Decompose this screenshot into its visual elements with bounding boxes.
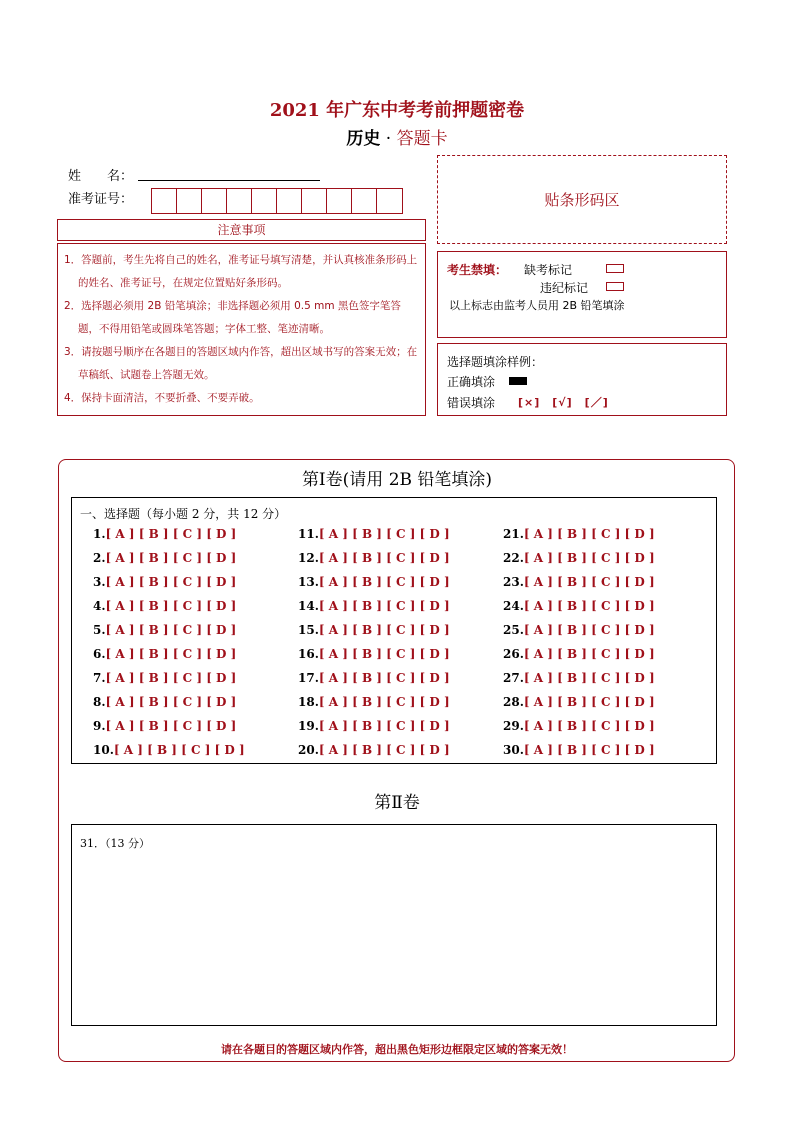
sample-title: 选择题填涂样例： [447, 355, 544, 369]
violation-label: 违纪标记 [540, 281, 589, 295]
id-digit-box[interactable] [202, 189, 227, 213]
question-row[interactable] [503, 695, 655, 709]
question-row[interactable] [93, 647, 236, 661]
question-number: 14. [298, 599, 319, 613]
answer-options[interactable]: [ A ] [ B ] [ C ] [ D ] [318, 551, 450, 565]
question-number: 21. [503, 527, 524, 541]
wrong-fill-examples: [×] [√] [／] [518, 396, 609, 409]
answer-options[interactable]: [ A ] [ B ] [ C ] [ D ] [523, 575, 655, 589]
question-row[interactable] [298, 623, 450, 637]
question-number: 9. [93, 719, 106, 733]
id-digit-box[interactable] [252, 189, 277, 213]
choice-heading: 一、选择题（每小题 2 分，共 12 分） [80, 507, 287, 521]
question-number: 11. [298, 527, 319, 541]
answer-options[interactable]: [ A ] [ B ] [ C ] [ D ] [318, 623, 450, 637]
question-number: 17. [298, 671, 319, 685]
question-number: 23. [503, 575, 524, 589]
question-row[interactable] [503, 551, 655, 565]
question-number: 22. [503, 551, 524, 565]
subject-label: 历史 [346, 129, 381, 149]
id-digit-box[interactable] [352, 189, 377, 213]
answer-options[interactable]: [ A ] [ B ] [ C ] [ D ] [523, 719, 655, 733]
question-row[interactable] [298, 551, 450, 565]
section1-title: 第Ⅰ卷(请用 2B 铅笔填涂) [301, 470, 493, 490]
notice-item: 1．答题前，考生先将自己的姓名，准考证号填写清楚，并认真核准条形码上的姓名、准考证号，在规定位置贴好条形码。 [64, 254, 418, 289]
answer-options[interactable]: [ A ] [ B ] [ C ] [ D ] [105, 695, 237, 709]
essay-answer-area[interactable] [71, 824, 717, 1026]
question-row[interactable] [503, 575, 655, 589]
answer-options[interactable]: [ A ] [ B ] [ C ] [ D ] [523, 599, 655, 613]
name-field[interactable] [138, 180, 320, 181]
question-number: 13. [298, 575, 319, 589]
answer-options[interactable]: [ A ] [ B ] [ C ] [ D ] [523, 743, 655, 757]
absent-mark-box [606, 264, 624, 273]
question-row[interactable] [298, 647, 450, 661]
id-digit-box[interactable] [227, 189, 252, 213]
answer-options[interactable]: [ A ] [ B ] [ C ] [ D ] [523, 623, 655, 637]
question-number: 3. [93, 575, 106, 589]
answer-options[interactable]: [ A ] [ B ] [ C ] [ D ] [105, 671, 237, 685]
forbidden-note: 以上标志由监考人员用 2B 铅笔填涂 [449, 299, 625, 312]
id-digit-box[interactable] [302, 189, 327, 213]
answer-options[interactable]: [ A ] [ B ] [ C ] [ D ] [318, 743, 450, 757]
question-number: 10. [93, 743, 114, 757]
answer-options[interactable]: [ A ] [ B ] [ C ] [ D ] [318, 647, 450, 661]
question-row[interactable] [503, 743, 655, 757]
answer-options[interactable]: [ A ] [ B ] [ C ] [ D ] [105, 647, 237, 661]
answer-options[interactable]: [ A ] [ B ] [ C ] [ D ] [113, 743, 245, 757]
question-row[interactable] [93, 719, 236, 733]
absent-label: 缺考标记 [524, 263, 573, 277]
question-row[interactable] [93, 671, 236, 685]
notice-item: 2．选择题必须用 2B 铅笔填涂；非选择题必须用 0.5 mm 黑色签字笔答题，不得用铅笔或圆珠笔答题；字体工整、笔迹清晰。 [64, 300, 401, 335]
question-row[interactable] [298, 743, 450, 757]
barcode-area [437, 155, 727, 244]
question-row[interactable] [93, 575, 236, 589]
barcode-label: 贴条形码区 [544, 191, 620, 209]
question-number: 2. [93, 551, 106, 565]
page-subtitle [0, 124, 794, 149]
correct-fill-label: 正确填涂 [447, 375, 496, 389]
notice-item: 4．保持卡面清洁，不要折叠、不要弄破。 [64, 392, 260, 404]
answer-options[interactable]: [ A ] [ B ] [ C ] [ D ] [105, 575, 237, 589]
id-digit-box[interactable] [377, 189, 402, 213]
notice-heading: 注意事项 [57, 219, 426, 241]
question-number: 20. [298, 743, 319, 757]
answer-options[interactable]: [ A ] [ B ] [ C ] [ D ] [523, 671, 655, 685]
question-number: 4. [93, 599, 106, 613]
question-number: 12. [298, 551, 319, 565]
question-number: 15. [298, 623, 319, 637]
question-row[interactable] [93, 527, 236, 541]
answer-options[interactable]: [ A ] [ B ] [ C ] [ D ] [318, 575, 450, 589]
answer-options[interactable]: [ A ] [ B ] [ C ] [ D ] [105, 623, 237, 637]
question-row[interactable] [93, 623, 236, 637]
answer-options[interactable]: [ A ] [ B ] [ C ] [ D ] [105, 599, 237, 613]
fill-sample-box [437, 343, 727, 416]
question-row[interactable] [503, 527, 655, 541]
question-row[interactable] [298, 695, 450, 709]
question-31-label: 31．（13 分） [80, 837, 150, 850]
footer-warning: 请在各题目的答题区域内作答，超出黑色矩形边框限定区域的答案无效！ [221, 1043, 573, 1056]
notice-body [57, 243, 426, 416]
question-number: 18. [298, 695, 319, 709]
question-number: 24. [503, 599, 524, 613]
id-digit-box[interactable] [277, 189, 302, 213]
question-row[interactable] [298, 527, 450, 541]
notice-item: 3．请按题号顺序在各题目的答题区域内作答，超出区域书写的答案无效；在草稿纸、试题卷上答题无效。 [64, 346, 418, 381]
question-row[interactable] [503, 719, 655, 733]
question-row[interactable] [298, 719, 450, 733]
question-row[interactable] [503, 599, 655, 613]
question-number: 19. [298, 719, 319, 733]
question-row[interactable] [503, 623, 655, 637]
question-number: 16. [298, 647, 319, 661]
question-number: 1. [93, 527, 106, 541]
forbidden-label: 考生禁填： [447, 263, 508, 277]
question-row[interactable] [298, 575, 450, 589]
answer-options[interactable]: [ A ] [ B ] [ C ] [ D ] [318, 695, 450, 709]
question-number: 27. [503, 671, 524, 685]
id-digit-box[interactable] [327, 189, 352, 213]
answer-options[interactable]: [ A ] [ B ] [ C ] [ D ] [523, 695, 655, 709]
answer-options[interactable]: [ A ] [ B ] [ C ] [ D ] [318, 671, 450, 685]
name-label: 姓 名： [68, 169, 134, 184]
answer-options[interactable]: [ A ] [ B ] [ C ] [ D ] [523, 527, 655, 541]
page-title: 2021 年广东中考考前押题密卷 [269, 100, 525, 121]
question-number: 6. [93, 647, 106, 661]
question-row[interactable] [93, 695, 236, 709]
answer-options[interactable]: [ A ] [ B ] [ C ] [ D ] [105, 719, 237, 733]
answer-options[interactable]: [ A ] [ B ] [ C ] [ D ] [105, 527, 237, 541]
id-digit-box[interactable] [152, 189, 177, 213]
violation-mark-box [606, 282, 624, 291]
question-number: 5. [93, 623, 106, 637]
id-number-boxes[interactable] [151, 188, 403, 214]
question-number: 28. [503, 695, 524, 709]
question-row[interactable] [93, 599, 236, 613]
question-number: 7. [93, 671, 106, 685]
answer-options[interactable]: [ A ] [ B ] [ C ] [ D ] [105, 551, 237, 565]
answer-options[interactable]: [ A ] [ B ] [ C ] [ D ] [523, 551, 655, 565]
question-row[interactable] [503, 647, 655, 661]
correct-fill-example [509, 377, 527, 385]
question-row[interactable] [93, 551, 236, 565]
answer-options[interactable]: [ A ] [ B ] [ C ] [ D ] [523, 647, 655, 661]
section2-title: 第Ⅱ卷 [374, 793, 420, 813]
wrong-fill-label: 错误填涂 [447, 396, 496, 410]
question-number: 26. [503, 647, 524, 661]
answer-options[interactable]: [ A ] [ B ] [ C ] [ D ] [318, 599, 450, 613]
question-number: 8. [93, 695, 106, 709]
question-row[interactable] [503, 671, 655, 685]
question-row[interactable] [298, 671, 450, 685]
question-number: 30. [503, 743, 524, 757]
separator-dot: · [385, 129, 392, 149]
answer-options[interactable]: [ A ] [ B ] [ C ] [ D ] [318, 527, 450, 541]
question-number: 25. [503, 623, 524, 637]
question-row[interactable] [93, 743, 245, 757]
examiner-only-box [437, 251, 727, 338]
question-number: 29. [503, 719, 524, 733]
question-row[interactable] [298, 599, 450, 613]
answer-options[interactable]: [ A ] [ B ] [ C ] [ D ] [318, 719, 450, 733]
id-digit-box[interactable] [177, 189, 202, 213]
id-label: 准考证号： [68, 192, 134, 207]
card-label: 答题卡 [396, 129, 448, 149]
